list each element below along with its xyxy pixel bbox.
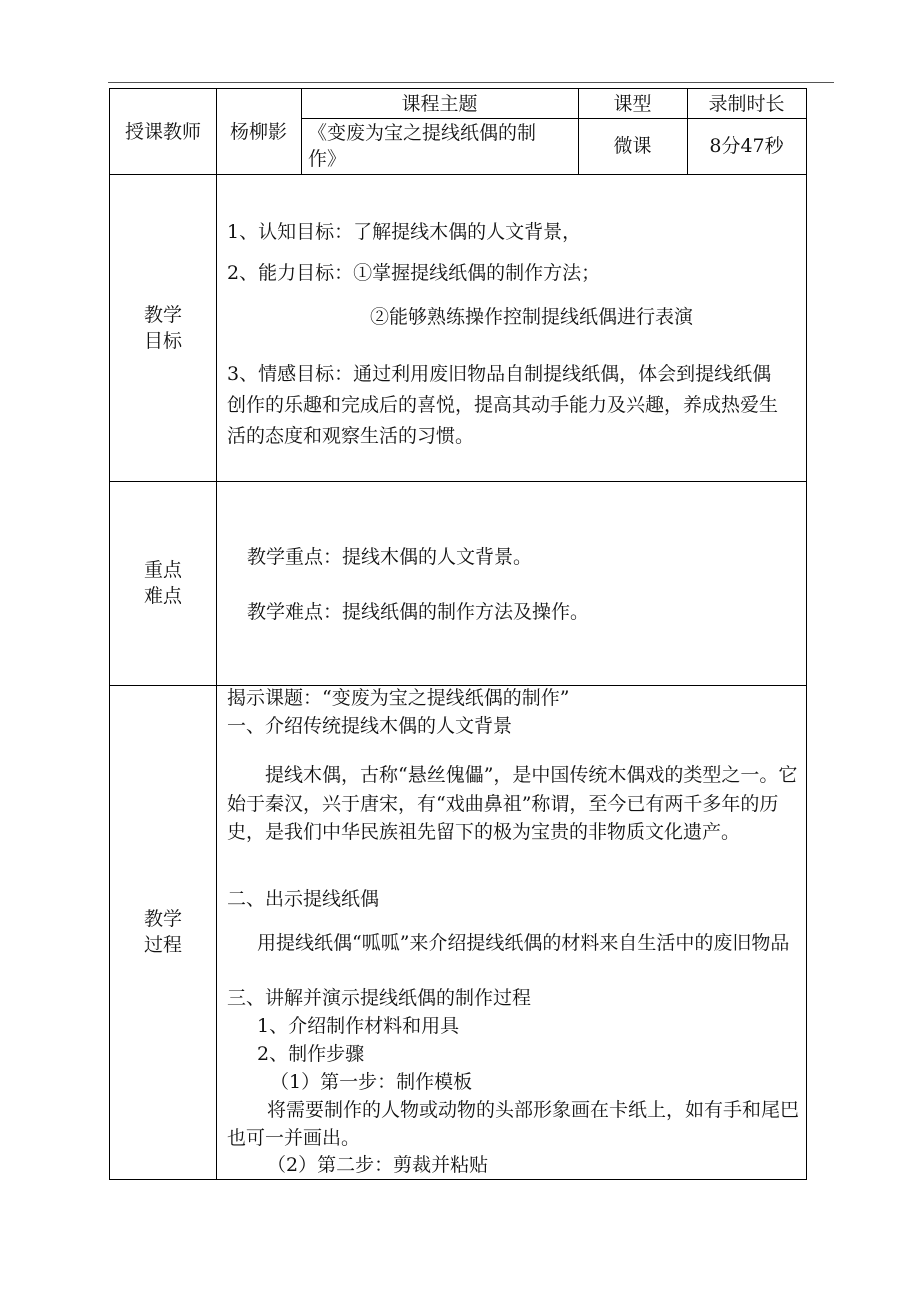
key-points-label: 重点难点 [143, 559, 182, 607]
objective-cognitive: 1、认知目标：了解提线木偶的人文背景， [227, 221, 582, 243]
objectives-label: 教学目标 [143, 303, 182, 352]
row-divider-1 [110, 174, 806, 175]
header-rule [108, 82, 834, 83]
objective-ability: 2、能力目标：①掌握提线纸偶的制作方法； [227, 262, 601, 284]
teacher-name: 杨柳影 [229, 120, 287, 143]
lesson-table [109, 88, 807, 1180]
row-divider-2 [110, 481, 806, 482]
topic-value: 《变废为宝之提线纸偶的制作》 [308, 122, 537, 170]
section-1-body: 提线木偶，古称“悬丝傀儡”，是中国传统木偶戏的类型之一。它始于秦汉，兴于唐宋，有“戏曲鼻祖”称谓，至今已有两千多年的历史，是我们中华民族祖先留下的极为宝贵的非物质文化遗产。 [227, 764, 798, 843]
objective-ability-2: ②能够熟练操作控制提线纸偶进行表演 [370, 306, 694, 328]
section-2-body: 用提线纸偶“呱呱”来介绍提线纸偶的材料来自生活中的废旧物品 [257, 932, 790, 954]
step-1-title: （1）第一步：制作模板 [270, 1071, 473, 1093]
step-2-title: （2）第二步：剪裁并粘贴 [267, 1154, 489, 1176]
step-1-body: 将需要制作的人物或动物的头部形象画在卡纸上，如有手和尾巴也可一并画出。 [227, 1099, 800, 1149]
section-1-title: 一、介绍传统提线木偶的人文背景 [227, 715, 513, 737]
type-label: 课型 [613, 92, 652, 115]
key-point-focus: 教学重点：提线木偶的人文背景。 [247, 546, 533, 568]
key-point-difficulty: 教学难点：提线纸偶的制作方法及操作。 [247, 601, 590, 623]
section-3-item-1: 1、介绍制作材料和用具 [257, 1015, 460, 1037]
process-reveal: 揭示课题：“变废为宝之提线纸偶的制作” [227, 687, 570, 709]
duration-label: 录制时长 [708, 92, 785, 115]
process-label: 教学过程 [143, 908, 182, 956]
section-2-title: 二、出示提线纸偶 [227, 888, 380, 910]
type-value: 微课 [613, 135, 652, 157]
objective-emotional: 3、情感目标：通过利用废旧物品自制提线纸偶，体会到提线纸偶创作的乐趣和完成后的喜悦，提高其动手能力及兴趣，养成热爱生活的态度和观察生活的习惯。 [227, 363, 779, 447]
teacher-label: 授课教师 [124, 120, 201, 143]
topic-label: 课程主题 [401, 92, 478, 115]
duration-value: 8分47秒 [709, 135, 784, 157]
section-3-item-2: 2、制作步骤 [257, 1043, 365, 1065]
section-3-title: 三、讲解并演示提线纸偶的制作过程 [227, 987, 532, 1009]
col-divider-1 [216, 89, 217, 1179]
